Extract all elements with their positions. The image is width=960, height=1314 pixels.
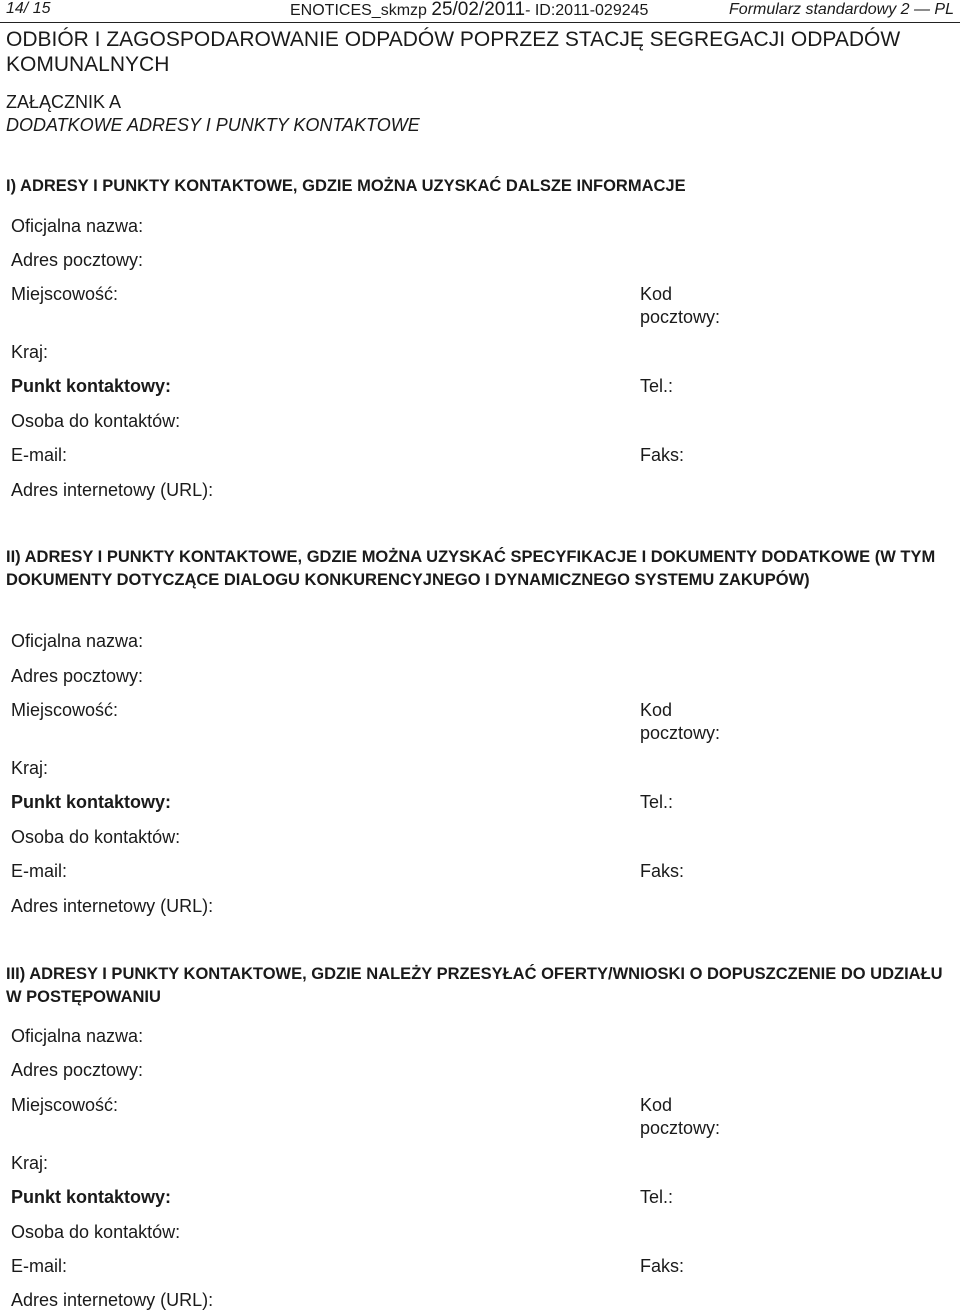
annex-subtitle: DODATKOWE ADRESY I PUNKTY KONTAKTOWE — [6, 115, 420, 135]
label-country: Kraj: — [11, 342, 49, 362]
label-official-name: Oficjalna nazwa: — [11, 631, 144, 651]
notice-prefix: ENOTICES_skmzp — [290, 2, 427, 19]
page-header — [0, 0, 960, 22]
section-2 — [0, 546, 960, 926]
section-heading: II) ADRESY I PUNKTY KONTAKTOWE, GDZIE MOŻNA UZYSKAĆ SPECYFIKACJE I DOKUMENTY DODATKOWE (W TYM DOKUMENTY DOTYCZĄCE DIALOGU KONKURENCYJNEGO I DYNAMICZNEGO SYSTEMU ZAKUPÓW) — [6, 548, 936, 589]
label-contact-person: Osoba do kontaktów: — [11, 1222, 181, 1242]
label-contact-person: Osoba do kontaktów: — [11, 411, 181, 431]
label-fax: Faks: — [640, 1256, 685, 1276]
label-postal-code: Kod pocztowy: — [640, 284, 721, 327]
label-country: Kraj: — [11, 758, 49, 778]
label-phone: Tel.: — [640, 376, 674, 396]
label-email: E-mail: — [11, 1256, 68, 1276]
section-1 — [0, 175, 960, 505]
label-email: E-mail: — [11, 445, 68, 465]
label-town: Miejscowość: — [11, 1095, 119, 1115]
label-contact-person: Osoba do kontaktów: — [11, 827, 181, 847]
label-official-name: Oficjalna nazwa: — [11, 216, 144, 236]
annex-title: ZAŁĄCZNIK A — [6, 92, 122, 112]
notice-identifier — [290, 1, 648, 20]
label-official-name: Oficjalna nazwa: — [11, 1026, 144, 1046]
label-contact-point: Punkt kontaktowy: — [11, 792, 172, 812]
label-town: Miejscowość: — [11, 700, 119, 720]
label-postal-address: Adres pocztowy: — [11, 1060, 144, 1080]
form-type: Formularz standardowy 2 — PL — [729, 1, 954, 18]
label-phone: Tel.: — [640, 792, 674, 812]
label-fax: Faks: — [640, 445, 685, 465]
section-heading: III) ADRESY I PUNKTY KONTAKTOWE, GDZIE NALEŻY PRZESYŁAĆ OFERTY/WNIOSKI O DOPUSZCZENIE DO UDZIAŁU W POSTĘPOWANIU — [6, 965, 943, 1006]
label-country: Kraj: — [11, 1153, 49, 1173]
label-fax: Faks: — [640, 861, 685, 881]
label-url: Adres internetowy (URL): — [11, 896, 214, 916]
document-title: ODBIÓR I ZAGOSPODAROWANIE ODPADÓW POPRZEZ STACJĘ SEGREGACJI ODPADÓW KOMUNALNYCH — [6, 28, 901, 76]
label-email: E-mail: — [11, 861, 68, 881]
notice-date: 25/02/2011 — [431, 0, 526, 20]
label-url: Adres internetowy (URL): — [11, 1290, 214, 1310]
label-postal-code: Kod pocztowy: — [640, 700, 721, 743]
label-postal-address: Adres pocztowy: — [11, 250, 144, 270]
section-heading: I) ADRESY I PUNKTY KONTAKTOWE, GDZIE MOŻNA UZYSKAĆ DALSZE INFORMACJE — [6, 177, 686, 195]
label-postal-address: Adres pocztowy: — [11, 666, 144, 686]
label-phone: Tel.: — [640, 1187, 674, 1207]
label-url: Adres internetowy (URL): — [11, 480, 214, 500]
label-contact-point: Punkt kontaktowy: — [11, 376, 172, 396]
label-postal-code: Kod pocztowy: — [640, 1095, 721, 1138]
notice-id: - ID:2011-029245 — [525, 2, 649, 19]
section-3 — [0, 963, 960, 1314]
label-contact-point: Punkt kontaktowy: — [11, 1187, 172, 1207]
page-number: 14/ 15 — [6, 0, 51, 17]
label-town: Miejscowość: — [11, 284, 119, 304]
header-divider — [0, 22, 960, 23]
